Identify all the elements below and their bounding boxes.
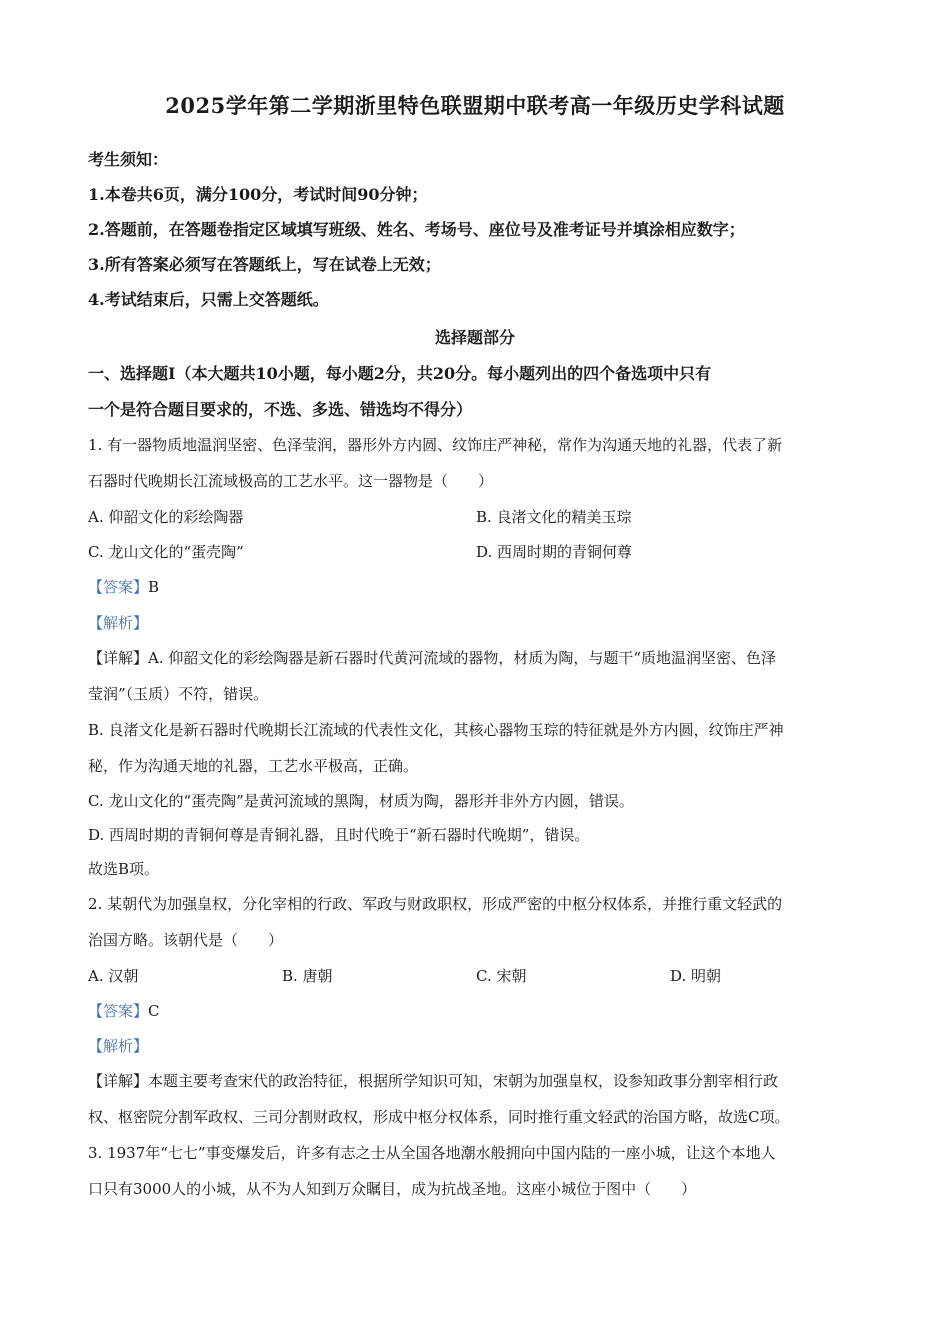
q2-detail-line: 权、枢密院分割军政权、三司分割财政权，形成中枢分权体系，同时推行重文轻武的治国方略，故选C项。 (88, 1108, 790, 1126)
page-title: 2025学年第二学期浙里特色联盟期中联考高一年级历史学科试题 (165, 93, 785, 118)
q2-stem-line: 2. 某朝代为加强皇权，分化宰相的行政、军政与财政职权，形成严密的中枢分权体系，并推行重文轻武的 (88, 895, 783, 913)
q1-detail-line: C. 龙山文化的“蛋壳陶”是黄河流域的黑陶，材质为陶，器形并非外方内圆，错误。 (88, 792, 634, 810)
answer-label: 【答案】 (88, 578, 149, 596)
q2-detail-line (88, 1070, 778, 1091)
section-title: 选择题部分 (434, 328, 515, 347)
q2-stem-line: 治国方略。该朝代是（ ） (88, 931, 284, 949)
q3-stem-line: 3. 1937年“七七”事变爆发后，许多有志之士从全国各地潮水般拥向中国内陆的一座小城，让这个本地人 (88, 1144, 776, 1162)
detail-label: 【详解】 (88, 649, 149, 667)
q1-detail-line: D. 西周时期的青铜何尊是青铜礼器，且时代晚于“新石器时代晚期”，错误。 (88, 826, 590, 844)
q1-option-d: D. 西周时期的青铜何尊 (476, 543, 633, 561)
q1-answer-value: B (148, 578, 160, 596)
q1-answer (88, 576, 159, 597)
q1-stem-line: 1. 有一器物质地温润坚密、色泽莹润，器形外方内圆、纹饰庄严神秘，常作为沟通天地的礼器，代表了新 (88, 436, 783, 454)
detail-label: 【详解】 (88, 1072, 149, 1090)
q1-option-b: B. 良渚文化的精美玉琮 (476, 508, 632, 526)
q1-option-c: C. 龙山文化的“蛋壳陶” (88, 543, 244, 561)
q1-detail-line (88, 647, 776, 668)
notice-item: 3.所有答案必须写在答题纸上，写在试卷上无效； (88, 255, 441, 274)
notice-heading: 考生须知： (88, 150, 169, 169)
q2-analysis-label: 【解析】 (88, 1037, 149, 1055)
notice-item: 1.本卷共6页，满分100分，考试时间90分钟； (88, 185, 428, 204)
q1-detail-line: 秘，作为沟通天地的礼器，工艺水平极高，正确。 (88, 757, 419, 775)
q2-option-d: D. 明朝 (670, 967, 722, 985)
q2-option-c: C. 宋朝 (476, 967, 527, 985)
q2-option-b: B. 唐朝 (282, 967, 333, 985)
q2-answer (88, 1000, 160, 1021)
q1-detail-line: B. 良渚文化是新石器时代晚期长江流域的代表性文化，其核心器物玉琮的特征就是外方内圆，纹饰庄严神 (88, 721, 784, 739)
part-heading-line: 一个是符合题目要求的，不选、多选、错选均不得分） (88, 400, 473, 419)
q1-stem-line: 石器时代晚期长江流域极高的工艺水平。这一器物是（ ） (88, 472, 494, 490)
q3-stem-line: 口只有3000人的小城，从不为人知到万众瞩目，成为抗战圣地。这座小城位于图中（ ） (88, 1180, 697, 1198)
q1-analysis-label: 【解析】 (88, 614, 149, 632)
answer-label: 【答案】 (88, 1002, 149, 1020)
part-heading-line: 一、选择题Ⅰ（本大题共10小题，每小题2分，共20分。每小题列出的四个备选项中只有 (88, 364, 712, 383)
q2-option-a: A. 汉朝 (88, 967, 139, 985)
q1-option-a: A. 仰韶文化的彩绘陶器 (88, 508, 244, 526)
q1-detail-line: 莹润”（玉质）不符，错误。 (88, 685, 269, 703)
q2-detail-text: 本题主要考查宋代的政治特征，根据所学知识可知，宋朝为加强皇权，设参知政事分割宰相行政 (148, 1072, 779, 1090)
q2-answer-value: C (148, 1002, 160, 1020)
notice-item: 2.答题前，在答题卷指定区域填写班级、姓名、考场号、座位号及准考证号并填涂相应数字； (88, 220, 745, 239)
notice-item: 4.考试结束后，只需上交答题纸。 (88, 290, 329, 309)
q1-detail-line: 故选B项。 (88, 860, 160, 878)
q1-detail-text: A. 仰韶文化的彩绘陶器是新石器时代黄河流域的器物，材质为陶，与题干“质地温润坚密、色泽 (148, 649, 777, 667)
